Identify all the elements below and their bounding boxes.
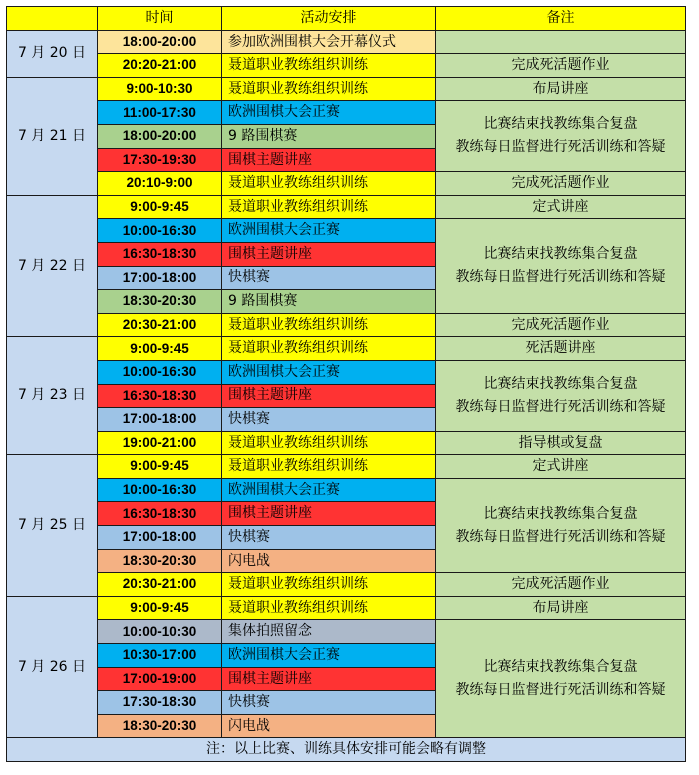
activity-cell: 聂道职业教练组织训练 [222, 431, 436, 455]
note-line: 教练每日监督进行死活训练和答疑 [455, 681, 666, 698]
note-line: 布局讲座 [532, 599, 589, 616]
activity-cell: 闪电战 [222, 549, 436, 573]
time-cell: 17:00-19:00 [98, 667, 222, 691]
activity-cell: 聂道职业教练组织训练 [222, 337, 436, 361]
footer-row [7, 738, 686, 762]
activity-cell: 集体拍照留念 [222, 620, 436, 644]
time-cell: 20:30-21:00 [98, 573, 222, 597]
header-date [7, 7, 98, 31]
time-cell: 18:30-20:30 [98, 290, 222, 314]
notes-cell [436, 313, 686, 337]
notes-cell [436, 620, 686, 738]
activity-cell: 闪电战 [222, 714, 436, 738]
activity-cell: 9 路围棋赛 [222, 290, 436, 314]
note-line: 完成死活题作业 [511, 316, 610, 333]
activity-cell: 聂道职业教练组织训练 [222, 54, 436, 78]
time-cell: 10:00-10:30 [98, 620, 222, 644]
note-line: 比赛结束找教练集合复盘 [483, 658, 638, 675]
note-line: 教练每日监督进行死活训练和答疑 [455, 269, 666, 286]
notes-cell [436, 573, 686, 597]
time-cell: 18:00-20:00 [98, 30, 222, 54]
notes-cell [436, 77, 686, 101]
notes-cell [436, 431, 686, 455]
time-cell: 9:00-9:45 [98, 337, 222, 361]
activity-cell: 围棋主题讲座 [222, 384, 436, 408]
time-cell: 9:00-9:45 [98, 455, 222, 479]
date-cell: 7 月 21 日 [7, 77, 98, 195]
table-row [7, 195, 686, 219]
activity-cell: 欧洲围棋大会正赛 [222, 478, 436, 502]
header-time: 时间 [98, 7, 222, 31]
note-line: 完成死活题作业 [511, 576, 610, 593]
activity-cell: 9 路围棋赛 [222, 124, 436, 148]
activity-cell: 欧洲围棋大会正赛 [222, 360, 436, 384]
activity-cell: 欧洲围棋大会正赛 [222, 101, 436, 125]
header-row [7, 7, 686, 31]
activity-cell: 聂道职业教练组织训练 [222, 313, 436, 337]
activity-cell: 围棋主题讲座 [222, 502, 436, 526]
time-cell: 16:30-18:30 [98, 242, 222, 266]
time-cell: 9:00-9:45 [98, 596, 222, 620]
time-cell: 10:00-16:30 [98, 360, 222, 384]
header-activity: 活动安排 [222, 7, 436, 31]
table-row [7, 431, 686, 455]
notes-cell [436, 219, 686, 313]
date-cell: 7 月 23 日 [7, 337, 98, 455]
time-cell: 19:00-21:00 [98, 431, 222, 455]
time-cell: 17:00-18:00 [98, 408, 222, 432]
note-line: 定式讲座 [532, 198, 589, 215]
activity-cell: 欧洲围棋大会正赛 [222, 644, 436, 668]
note-line: 布局讲座 [532, 80, 589, 97]
table-row [7, 620, 686, 644]
activity-cell: 快棋赛 [222, 408, 436, 432]
table-row [7, 30, 686, 54]
notes-cell [436, 30, 686, 54]
table-row [7, 455, 686, 479]
table-row [7, 478, 686, 502]
activity-cell: 快棋赛 [222, 266, 436, 290]
time-cell: 18:30-20:30 [98, 714, 222, 738]
notes-cell [436, 54, 686, 78]
notes-cell [436, 455, 686, 479]
table-row [7, 337, 686, 361]
time-cell: 17:00-18:00 [98, 526, 222, 550]
table-row [7, 101, 686, 125]
note-line: 教练每日监督进行死活训练和答疑 [455, 139, 666, 156]
time-cell: 20:30-21:00 [98, 313, 222, 337]
note-line: 教练每日监督进行死活训练和答疑 [455, 398, 666, 415]
activity-cell: 欧洲围棋大会正赛 [222, 219, 436, 243]
note-line: 比赛结束找教练集合复盘 [483, 246, 638, 263]
note-line: 指导棋或复盘 [518, 434, 603, 451]
activity-cell: 聂道职业教练组织训练 [222, 596, 436, 620]
note-line: 比赛结束找教练集合复盘 [483, 375, 638, 392]
notes-cell [436, 172, 686, 196]
note-line: 教练每日监督进行死活训练和答疑 [455, 528, 666, 545]
schedule-body [7, 30, 686, 738]
time-cell: 17:30-18:30 [98, 691, 222, 715]
schedule-table [6, 6, 686, 762]
time-cell: 9:00-9:45 [98, 195, 222, 219]
note-line: 比赛结束找教练集合复盘 [483, 116, 638, 133]
activity-cell: 快棋赛 [222, 691, 436, 715]
table-row [7, 77, 686, 101]
time-cell: 17:30-19:30 [98, 148, 222, 172]
activity-cell: 快棋赛 [222, 526, 436, 550]
activity-cell: 聂道职业教练组织训练 [222, 455, 436, 479]
notes-cell [436, 337, 686, 361]
activity-cell: 参加欧洲围棋大会开幕仪式 [222, 30, 436, 54]
notes-cell [436, 478, 686, 572]
note-line: 死活题讲座 [525, 340, 596, 357]
activity-cell: 围棋主题讲座 [222, 242, 436, 266]
activity-cell: 围棋主题讲座 [222, 148, 436, 172]
activity-cell: 围棋主题讲座 [222, 667, 436, 691]
time-cell: 10:30-17:00 [98, 644, 222, 668]
date-cell: 7 月 26 日 [7, 596, 98, 738]
table-row [7, 360, 686, 384]
notes-cell [436, 360, 686, 431]
time-cell: 10:00-16:30 [98, 478, 222, 502]
time-cell: 11:00-17:30 [98, 101, 222, 125]
table-row [7, 172, 686, 196]
activity-cell: 聂道职业教练组织训练 [222, 172, 436, 196]
note-line: 比赛结束找教练集合复盘 [483, 505, 638, 522]
time-cell: 17:00-18:00 [98, 266, 222, 290]
table-row [7, 313, 686, 337]
time-cell: 10:00-16:30 [98, 219, 222, 243]
date-cell: 7 月 22 日 [7, 195, 98, 337]
time-cell: 18:30-20:30 [98, 549, 222, 573]
table-row [7, 596, 686, 620]
time-cell: 20:10-9:00 [98, 172, 222, 196]
note-line: 完成死活题作业 [511, 175, 610, 192]
time-cell: 18:00-20:00 [98, 124, 222, 148]
notes-cell [436, 596, 686, 620]
time-cell: 9:00-10:30 [98, 77, 222, 101]
table-row [7, 573, 686, 597]
header-notes: 备注 [436, 7, 686, 31]
table-row [7, 54, 686, 78]
notes-cell [436, 101, 686, 172]
footer-note: 注：以上比赛、训练具体安排可能会略有调整 [7, 738, 686, 762]
time-cell: 16:30-18:30 [98, 502, 222, 526]
time-cell: 16:30-18:30 [98, 384, 222, 408]
time-cell: 20:20-21:00 [98, 54, 222, 78]
note-line: 定式讲座 [532, 458, 589, 475]
note-line: 完成死活题作业 [511, 57, 610, 74]
table-row [7, 219, 686, 243]
activity-cell: 聂道职业教练组织训练 [222, 195, 436, 219]
date-cell: 7 月 20 日 [7, 30, 98, 77]
activity-cell: 聂道职业教练组织训练 [222, 573, 436, 597]
activity-cell: 聂道职业教练组织训练 [222, 77, 436, 101]
date-cell: 7 月 25 日 [7, 455, 98, 597]
notes-cell [436, 195, 686, 219]
